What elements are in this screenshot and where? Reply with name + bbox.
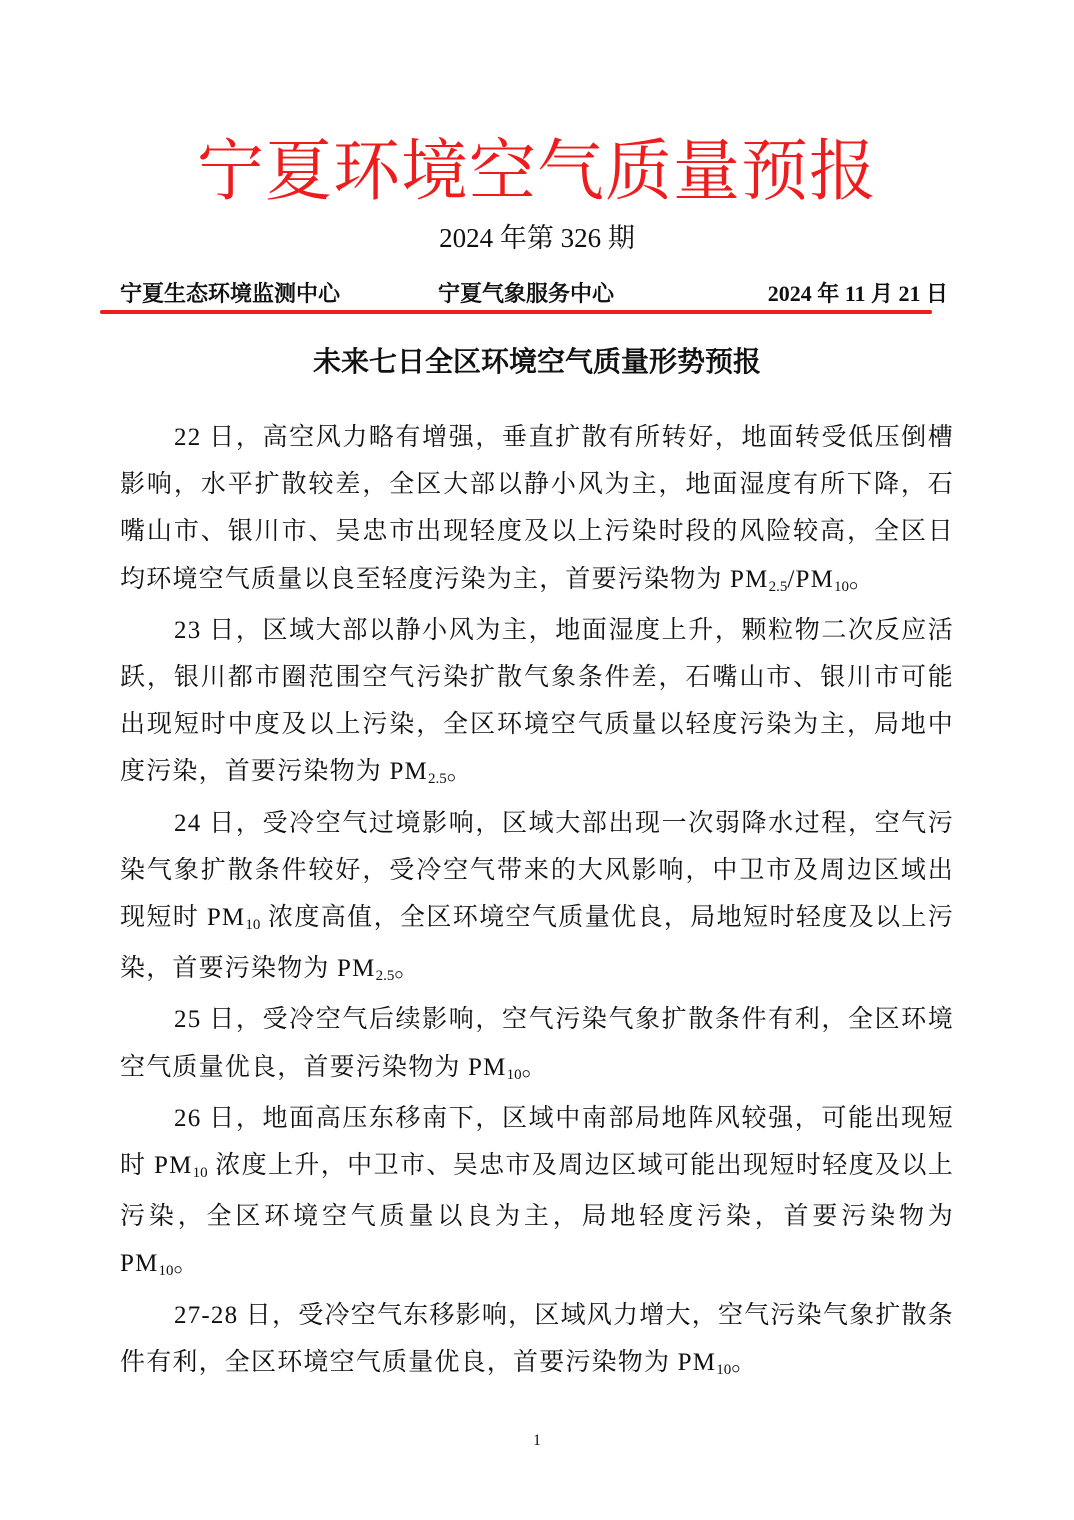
subscript: 2.5 (768, 578, 788, 595)
section-heading: 未来七日全区环境空气质量形势预报 (312, 345, 761, 378)
publisher-row (120, 278, 950, 310)
subscript: 10 (506, 1066, 522, 1083)
paragraph-text: 25 日，受冷空气后续影响，空气污染气象扩散条件有利，全区环境空气质量优良，首要污染物为 PM (120, 1006, 954, 1081)
paragraph-text: 。 (173, 1250, 200, 1278)
page-number: 1 (533, 1432, 541, 1449)
forecast-paragraph (120, 1292, 954, 1390)
subscript: 10 (192, 1165, 208, 1182)
forecast-paragraph (120, 1095, 954, 1292)
paragraph-text: /PM (787, 565, 835, 593)
forecast-body (120, 414, 954, 1390)
paragraph-text: 。 (731, 1348, 758, 1376)
document-title: 宁夏环境空气质量预报 (197, 132, 877, 210)
forecast-paragraph (120, 996, 954, 1094)
paragraph-text: 。 (394, 955, 421, 983)
forecast-paragraph (120, 414, 954, 607)
paragraph-text: 。 (849, 565, 876, 593)
paragraph-text: 。 (446, 758, 473, 786)
subscript: 10 (716, 1361, 732, 1378)
paragraph-text: 24 日，受冷空气过境影响，区域大部出现一次弱降水过程，空气污染气象扩散条件较好，受冷空气带来的大风影响，中卫市及周边区域出现短时 PM (120, 809, 954, 932)
subscript: 10 (834, 578, 850, 595)
paragraph-text: 浓度高值，全区环境空气质量优良，局地短时轻度及以上污染，首要污染物为 PM (120, 904, 954, 983)
publisher-meteorological-center: 宁夏气象服务中心 (438, 281, 615, 306)
paragraph-text: 23 日，区域大部以静小风为主，地面湿度上升，颗粒物二次反应活跃，银川都市圈范围空气污染扩散气象条件差，石嘴山市、银川市可能出现短时中度及以上污染，全区环境空气质量以轻度污染为主，局地中度污染，首要污染物为 PM (120, 616, 954, 786)
subscript: 10 (158, 1263, 174, 1280)
publish-date: 2024 年 11 月 21 日 (767, 281, 948, 306)
forecast-paragraph (120, 607, 954, 800)
paragraph-text: 27-28 日，受冷空气东移影响，区域风力增大，空气污染气象扩散条件有利，全区环境空气质量优良，首要污染物为 PM (120, 1301, 954, 1376)
paragraph-text: 浓度上升，中卫市、吴忠市及周边区域可能出现短时轻度及以上污染，全区环境空气质量以良为主，局地轻度污染，首要污染物为 PM (120, 1152, 954, 1278)
publisher-monitoring-center: 宁夏生态环境监测中心 (120, 281, 341, 306)
header-divider (100, 310, 932, 314)
forecast-paragraph (120, 800, 954, 997)
paragraph-text: 26 日，地面高压东移南下，区域中南部局地阵风较强，可能出现短时 PM (120, 1104, 954, 1180)
subscript: 10 (245, 917, 261, 934)
paragraph-text: 22 日，高空风力略有增强，垂直扩散有所转好，地面转受低压倒槽影响，水平扩散较差，全区大部以静小风为主，地面湿度有所下降，石嘴山市、银川市、吴忠市出现轻度及以上污染时段的风险较高，全区日均环境空气质量以良至轻度污染为主，首要污染物为 PM (120, 424, 954, 593)
paragraph-text: 。 (521, 1053, 548, 1081)
issue-number: 2024 年第 326 期 (439, 223, 635, 253)
subscript: 2.5 (375, 968, 395, 985)
subscript: 2.5 (427, 771, 447, 788)
